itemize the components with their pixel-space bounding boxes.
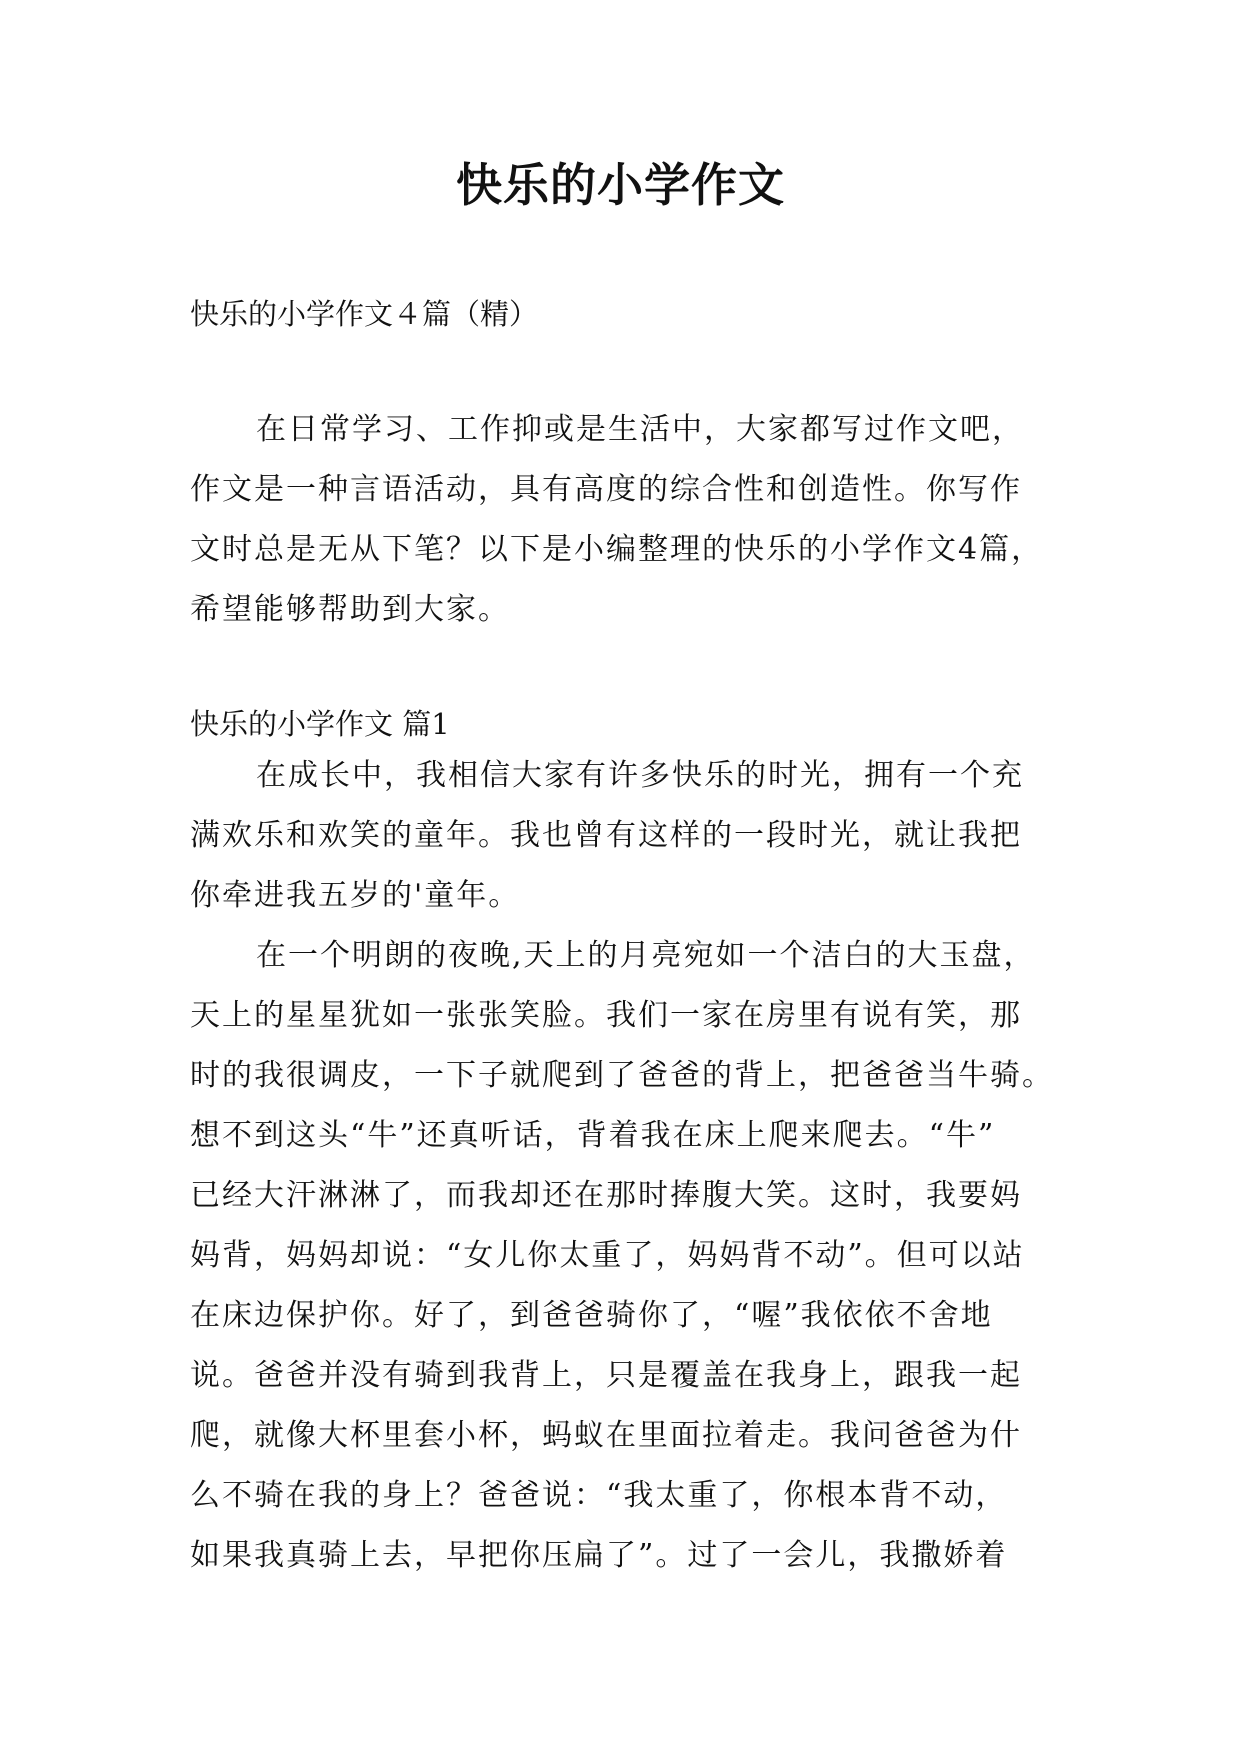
intro-line: 在日常学习、工作抑或是生活中，大家都写过作文吧， xyxy=(256,412,1024,447)
essay-line: 么不骑在我的身上？爸爸说：“我太重了，你根本背不动， xyxy=(190,1478,1008,1513)
essay-line: 在床边保护你。好了，到爸爸骑你了，“喔”我依依不舍地 xyxy=(190,1298,993,1333)
essay-line: 妈背，妈妈却说：“女儿你太重了，妈妈背不动”。但可以站 xyxy=(190,1238,1025,1273)
essay-line: 时的我很调皮，一下子就爬到了爸爸的背上，把爸爸当牛骑。 xyxy=(190,1058,1054,1093)
essay-line: 说。爸爸并没有骑到我背上，只是覆盖在我身上，跟我一起 xyxy=(190,1358,1022,1393)
intro-line: 文时总是无从下笔？以下是小编整理的快乐的小学作文4篇， xyxy=(190,532,1044,567)
essay-heading: 快乐的小学作文 篇1 xyxy=(190,707,450,741)
essay-line: 在成长中，我相信大家有许多快乐的时光，拥有一个充 xyxy=(256,758,1024,793)
essay-line: 想不到这头“牛”还真听话，背着我在床上爬来爬去。“牛” xyxy=(190,1118,996,1153)
essay-line: 在一个明朗的夜晚,天上的月亮宛如一个洁白的大玉盘， xyxy=(256,938,1036,973)
essay-line: 天上的星星犹如一张张笑脸。我们一家在房里有说有笑，那 xyxy=(190,998,1022,1033)
essay-body xyxy=(190,746,1060,1586)
document-subtitle: 快乐的小学作文４篇（精） xyxy=(190,297,539,331)
intro-line: 希望能够帮助到大家。 xyxy=(190,592,510,627)
intro-line: 作文是一种言语活动，具有高度的综合性和创造性。你写作 xyxy=(190,472,1022,507)
document-title: 快乐的小学作文 xyxy=(456,158,785,212)
essay-line: 满欢乐和欢笑的童年。我也曾有这样的一段时光，就让我把 xyxy=(190,818,1022,853)
essay-line: 你牵进我五岁的'童年。 xyxy=(190,878,521,913)
essay-line: 爬，就像大杯里套小杯，蚂蚁在里面拉着走。我问爸爸为什 xyxy=(190,1418,1022,1453)
essay-line: 已经大汗淋淋了，而我却还在那时捧腹大笑。这时，我要妈 xyxy=(190,1178,1022,1213)
essay-line: 如果我真骑上去，早把你压扁了”。过了一会儿，我撒娇着 xyxy=(190,1538,1008,1573)
intro-paragraph xyxy=(190,400,1060,640)
